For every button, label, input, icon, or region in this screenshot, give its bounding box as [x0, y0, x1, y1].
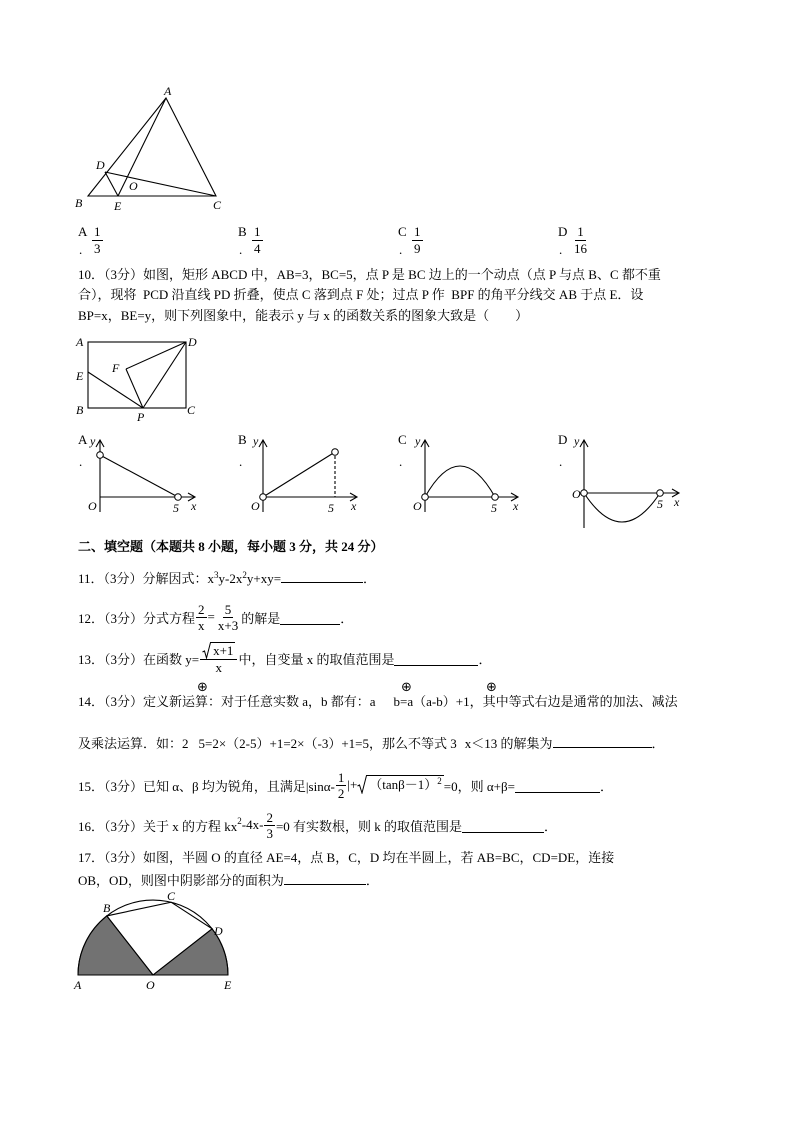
- radicand: [367, 775, 444, 795]
- q11-text: y-2x: [218, 571, 243, 586]
- oplus-operator: ⊕: [197, 680, 208, 695]
- option-letter: D: [558, 224, 568, 239]
- triangle-ABC: [88, 98, 216, 196]
- open-point: [492, 494, 499, 501]
- q11-text: y+xy=: [246, 571, 282, 586]
- segment-DC: [105, 172, 216, 196]
- graph-curve: [425, 466, 495, 497]
- segment-DE: [105, 172, 118, 196]
- q13-text: 中，自变量 x 的取值范围是: [238, 651, 395, 667]
- q14-text: 及乘法运算．如：2: [78, 736, 189, 751]
- numerator: [200, 642, 237, 660]
- q14-text: b=a（a-b）+1，其中等式右边是通常的加法、减法: [393, 694, 678, 709]
- graph-line: [263, 452, 335, 497]
- period: ．: [363, 571, 377, 586]
- q14-text: 5=2×（2-5）+1=2×（-3）+1=5，那么不等式 3: [198, 736, 457, 751]
- q16: [78, 807, 557, 843]
- open-point: [260, 494, 267, 501]
- option-dot: .: [399, 242, 403, 257]
- answer-blank: [280, 612, 340, 625]
- denominator: 9: [414, 241, 421, 256]
- answer-blank: [462, 820, 544, 833]
- numerator: 5: [224, 601, 232, 617]
- shaded-sector-AOB: [78, 916, 153, 975]
- period: ．: [544, 818, 558, 834]
- point-label-P: P: [137, 410, 145, 424]
- q14-line-2: [78, 735, 665, 751]
- q10-option-d[interactable]: [558, 432, 578, 472]
- numerator: 1: [577, 224, 584, 239]
- q9-option-c[interactable]: [398, 224, 458, 262]
- point-label-D: D: [188, 335, 197, 349]
- exponent: 2: [242, 570, 247, 580]
- option-fraction: [572, 224, 589, 257]
- origin-label: O: [88, 499, 97, 513]
- open-point: [657, 490, 664, 497]
- tick-label-5: 5: [328, 501, 334, 515]
- q17-line-2: [78, 872, 379, 888]
- q14-text: 14．（3分）定义新运算：对于任意实数 a，b 都有：a: [78, 694, 376, 709]
- graph-d: [572, 434, 680, 528]
- point-label-D: D: [214, 924, 223, 938]
- denominator: x+3: [217, 617, 239, 633]
- fraction-5-over-x-plus-3: [216, 602, 240, 633]
- radicand: x+1: [213, 642, 234, 658]
- option-letter: C: [398, 432, 407, 447]
- option-dot: .: [559, 454, 563, 469]
- option-dot: .: [399, 454, 403, 469]
- option-letter: B: [238, 224, 247, 239]
- denominator: x: [215, 659, 223, 675]
- denominator: 4: [254, 241, 261, 256]
- point-label-A: A: [74, 978, 82, 992]
- q13-text: 13．（3分）在函数 y=: [78, 651, 200, 667]
- open-point: [175, 494, 182, 501]
- oplus-operator: ⊕: [486, 680, 497, 695]
- point-label-A: A: [76, 335, 84, 349]
- q9-triangle-figure: [70, 82, 230, 214]
- axis-label-x: x: [191, 499, 197, 513]
- radical-sign: [357, 775, 367, 794]
- answer-blank: [281, 570, 363, 583]
- q15-text: 15．（3分）已知 α、β 均为锐角，且满足|sinα-: [78, 778, 335, 794]
- point-label-B: B: [103, 901, 111, 915]
- fraction-2-over-3: [264, 810, 275, 841]
- option-letter: A: [78, 224, 88, 239]
- numerator: 2: [198, 601, 205, 617]
- tick-label-5: 5: [657, 497, 663, 511]
- rectangle-ABCD: [88, 342, 186, 408]
- numerator: 2: [266, 809, 273, 825]
- origin-label: O: [251, 499, 260, 513]
- graph-line: [100, 455, 178, 497]
- q17-semicircle-figure: [70, 890, 240, 994]
- denominator: 2: [337, 785, 345, 801]
- point-label-O: O: [129, 179, 138, 193]
- q12: [78, 599, 353, 635]
- numerator: 1: [94, 224, 101, 239]
- q11: [78, 570, 376, 586]
- answer-blank: [394, 653, 478, 666]
- q9-option-b[interactable]: [238, 224, 298, 262]
- q10-line-2: 合），现将 PCD 沿直线 PD 折叠，使点 C 落到点 F 处；过点 P 作 BPF 的角平分线交 AB 于点 E．设: [78, 287, 644, 302]
- exponent: 3: [214, 570, 219, 580]
- q9-option-d[interactable]: [558, 224, 618, 262]
- period: ．: [651, 736, 665, 751]
- option-dot: .: [559, 242, 563, 257]
- q12-text: 12．（3分）分式方程: [78, 610, 196, 626]
- point-label-D: D: [96, 158, 105, 172]
- q15-text: =0，则 α+β=: [443, 778, 515, 794]
- q10-option-graphs: [86, 432, 696, 532]
- tick-label-5: 5: [491, 501, 497, 515]
- point-label-C: C: [187, 403, 196, 417]
- q17-text: OB，OD，则图中阴影部分的面积为: [78, 873, 284, 888]
- option-dot: .: [79, 242, 83, 257]
- graph-c: [413, 434, 519, 515]
- q15: [78, 767, 613, 803]
- fraction-2-over-x: [196, 602, 207, 633]
- q16-text: 16．（3分）关于 x 的方程 kx: [78, 818, 238, 834]
- axis-label-y: y: [574, 434, 580, 448]
- option-letter: C: [398, 224, 407, 239]
- point-label-B: B: [75, 196, 83, 210]
- option-dot: .: [239, 454, 243, 469]
- period: ．: [365, 873, 379, 888]
- square-root: [357, 775, 444, 795]
- q10-line-3: BP=x，BE=y，则下列图象中，能表示 y 与 x 的函数关系的图象大致是（ ）: [78, 308, 529, 323]
- origin-label: O: [572, 487, 581, 501]
- exponent: 2: [437, 776, 442, 786]
- period: ．: [478, 651, 492, 667]
- segment-AE: [118, 98, 166, 196]
- equals-sign: =: [207, 609, 215, 624]
- q15-text: |+: [347, 777, 358, 792]
- point-label-C: C: [213, 198, 222, 212]
- point-label-F: F: [112, 361, 120, 375]
- numerator: 1: [337, 769, 345, 785]
- q13: [78, 638, 491, 678]
- graph-a: [88, 434, 197, 515]
- point-label-E: E: [114, 199, 122, 213]
- axis-label-x: x: [351, 499, 357, 513]
- q16-text: -4x-: [241, 817, 264, 832]
- fraction-1-over-2: [336, 770, 347, 801]
- axis-label-y: y: [253, 434, 259, 448]
- numerator: 1: [254, 224, 261, 239]
- graph-curve: [584, 493, 660, 522]
- answer-blank: [284, 872, 366, 885]
- q10-option-c[interactable]: [398, 432, 418, 472]
- radical-sign: [202, 642, 211, 659]
- option-dot: .: [239, 242, 243, 257]
- axis-label-x: x: [674, 495, 680, 509]
- option-letter: B: [238, 432, 247, 447]
- section-heading: 二、填空题（本题共 8 小题，每小题 3 分，共 24 分）: [78, 539, 384, 554]
- option-fraction: [412, 224, 423, 257]
- option-fraction: [252, 224, 263, 257]
- oplus-operator: ⊕: [401, 680, 412, 695]
- fraction-sqrt-over-x: [200, 642, 237, 675]
- period: ．: [340, 610, 354, 626]
- denominator: 3: [94, 241, 101, 256]
- q16-text: =0 有实数根，则 k 的取值范围是: [275, 818, 463, 834]
- option-fraction: [92, 224, 103, 257]
- denominator: 16: [574, 241, 587, 256]
- axis-label-y: y: [415, 434, 421, 448]
- exponent: 2: [237, 816, 242, 826]
- answer-blank: [515, 780, 600, 793]
- q10-line-1: 10．（3分）如图，矩形 ABCD 中，AB=3，BC=5，点 P 是 BC 边上的一个动点（点 P 与点 B、C 都不重: [78, 267, 661, 282]
- numerator: 1: [414, 224, 421, 239]
- origin-label: O: [413, 499, 422, 513]
- point-label-O: O: [146, 978, 155, 992]
- open-point: [422, 494, 429, 501]
- option-letter: D: [558, 432, 568, 447]
- answer-blank: [553, 735, 652, 748]
- denominator: x: [198, 617, 205, 633]
- q14-line-1: [78, 694, 678, 710]
- q9-option-a[interactable]: [78, 224, 138, 262]
- square-root: [202, 642, 235, 659]
- point-label-C: C: [167, 889, 176, 903]
- option-dot: .: [79, 454, 83, 469]
- axis-label-y: y: [90, 434, 96, 448]
- point-label-E: E: [224, 978, 232, 992]
- open-point: [581, 490, 588, 497]
- tick-label-5: 5: [173, 501, 179, 515]
- q10-rectangle-figure: [70, 330, 200, 425]
- q12-text: 的解是: [241, 610, 281, 626]
- q11-text: 11．（3分）分解因式：x: [78, 571, 215, 586]
- option-letter: A: [78, 432, 88, 447]
- denominator: 3: [266, 825, 273, 841]
- point-label-A: A: [164, 84, 172, 98]
- period: ．: [599, 778, 613, 794]
- open-point: [332, 449, 339, 456]
- radicand-text: （tanβ－1）: [369, 777, 438, 792]
- graph-b: [251, 434, 357, 515]
- q10-option-b[interactable]: [238, 432, 258, 472]
- q10-option-a[interactable]: [78, 432, 98, 472]
- point-label-E: E: [76, 369, 84, 383]
- point-label-B: B: [76, 403, 84, 417]
- q17-line-1: 17．（3分）如图，半圆 O 的直径 AE=4，点 B，C，D 均在半圆上，若 AB=BC，CD=DE，连接: [78, 850, 615, 865]
- axis-label-x: x: [513, 499, 519, 513]
- q14-text: x＜13 的解集为: [464, 736, 553, 751]
